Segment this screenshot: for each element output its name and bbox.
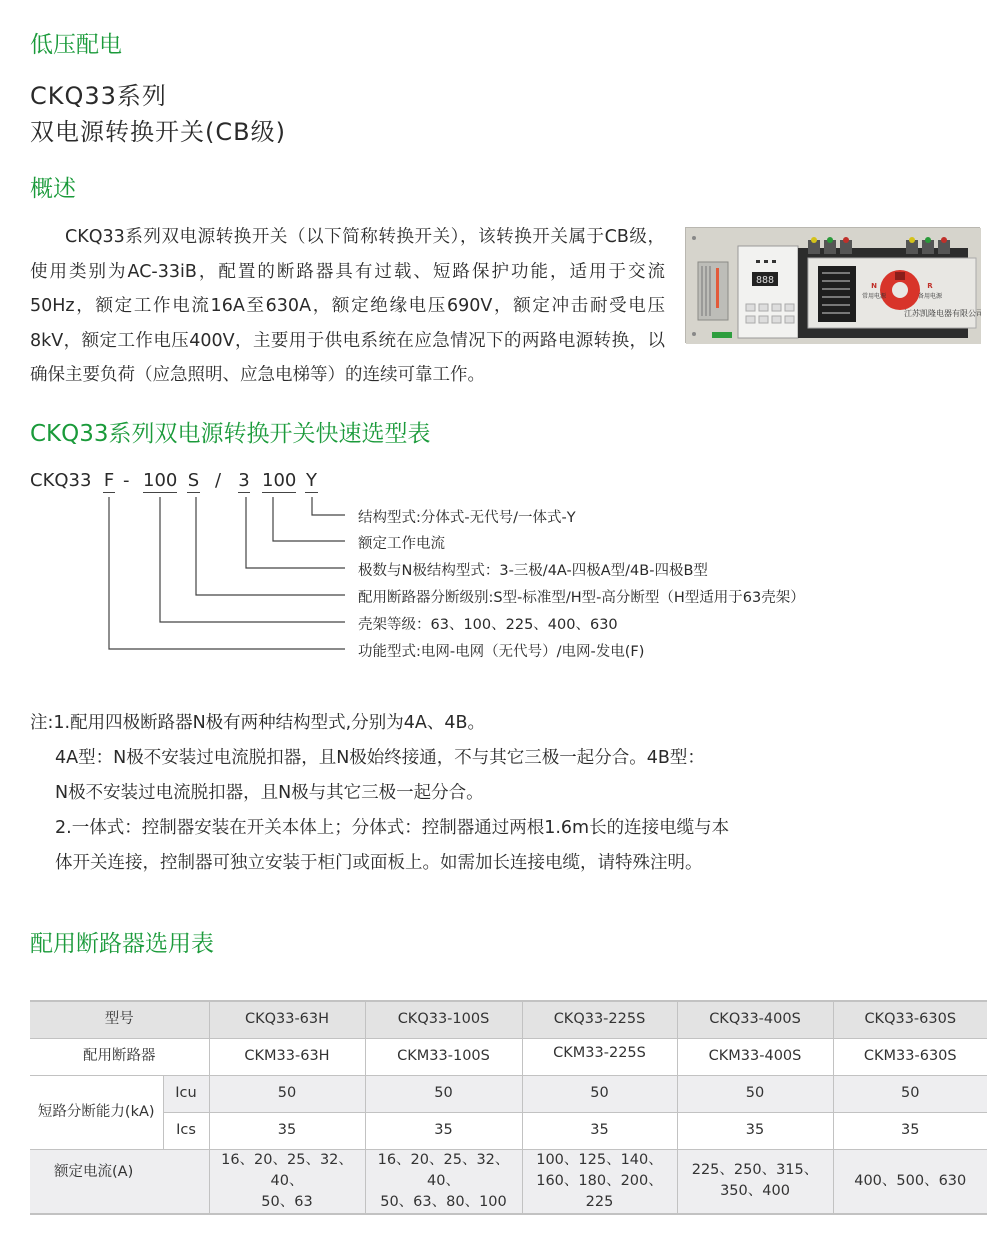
cell-icu: 50 <box>209 1075 365 1112</box>
code-poles: 3 <box>238 470 250 491</box>
note-line-2: 4A型：N极不安装过电流脱扣器，且N极始终接通，不与其它三极一起分合。4B型： <box>55 748 705 768</box>
legend-breaking: 配用断路器分断级别:S型-标准型/H型-高分断型（H型适用于63壳架） <box>358 590 805 606</box>
notes <box>30 706 729 881</box>
svg-text:备用电源: 备用电源 <box>917 293 943 300</box>
svg-text:R: R <box>927 282 933 290</box>
table-row-rated-current <box>30 1149 987 1214</box>
cell-icu: 50 <box>365 1075 522 1112</box>
note-line-1: 注:1.配用四极断路器N极有两种结构型式,分别为4A、4B。 <box>30 713 485 733</box>
svg-text:888: 888 <box>755 275 775 286</box>
product-series: CKQ33系列 <box>30 82 167 110</box>
current-line-2: 160、180、200、225 <box>536 1172 663 1210</box>
code-frame: 100 <box>143 470 178 491</box>
cell-breaker: CKM33-63H <box>209 1038 365 1075</box>
svg-text:N: N <box>871 282 877 290</box>
table-row-model <box>30 1001 987 1038</box>
cell-model: CKQ33-100S <box>365 1001 522 1038</box>
code-dash: - <box>123 470 130 491</box>
legend-rated-current: 额定工作电流 <box>358 536 445 552</box>
row-label-ics: Ics <box>163 1112 209 1149</box>
svg-text:江苏凯隆电器有限公司: 江苏凯隆电器有限公司 <box>904 309 981 318</box>
cell-breaker: CKM33-225S <box>522 1038 677 1075</box>
code-function: F <box>103 470 115 491</box>
row-label-breaker: 配用断路器 <box>30 1038 209 1075</box>
cell-ics: 35 <box>677 1112 833 1149</box>
cell-icu: 50 <box>677 1075 833 1112</box>
current-line-1: 225、250、315、 <box>691 1162 819 1178</box>
cell-icu: 50 <box>522 1075 677 1112</box>
legend-structure: 结构型式:分体式-无代号/一体式-Y <box>358 510 576 526</box>
code-slash: / <box>215 470 222 491</box>
table-row-ics <box>30 1112 987 1149</box>
category-heading: 低压配电 <box>30 32 122 58</box>
cell-ics: 35 <box>522 1112 677 1149</box>
current-line-1: 16、20、25、32、40、 <box>221 1151 353 1189</box>
legend-frame: 壳架等级：63、100、225、400、630 <box>358 617 618 633</box>
cell-ics: 35 <box>833 1112 987 1149</box>
table-row-icu <box>30 1075 987 1112</box>
row-label-icu: Icu <box>163 1075 209 1112</box>
current-line-1: 16、20、25、32、40、 <box>377 1151 510 1189</box>
svg-text:常用电源: 常用电源 <box>861 293 887 300</box>
breaker-table-heading: 配用断路器选用表 <box>30 931 214 957</box>
product-name: 双电源转换开关(CB级) <box>30 118 286 146</box>
current-line-1: 400、500、630 <box>854 1172 967 1189</box>
cell-ics: 35 <box>365 1112 522 1149</box>
cell-ics: 35 <box>209 1112 365 1149</box>
note-line-5: 体开关连接，控制器可独立安装于柜门或面板上。如需加长连接电缆，请特殊注明。 <box>55 853 703 873</box>
row-label-short-circuit: 短路分断能力(kA) <box>30 1075 163 1149</box>
current-line-2: 50、63、80、100 <box>380 1193 507 1210</box>
overview-text: CKQ33系列双电源转换开关（以下简称转换开关），该转换开关属于CB级，使用类别为AC-33iB，配置的断路器具有过载、短路保护功能，适用于交流50Hz，额定工作电流16A至630A，额定绝缘电压690V，额定冲击耐受电压8kV，额定工作电压400V，主要用于供电系统在应急情况下的两路电源转换，以确保主要负荷（应急照明、应急电梯等）的连续可靠工作。 <box>30 227 665 385</box>
cell-rated-current <box>209 1149 365 1214</box>
quick-select-heading: CKQ33系列双电源转换开关快速选型表 <box>30 421 431 447</box>
cell-breaker: CKM33-100S <box>365 1038 522 1075</box>
overview-heading: 概述 <box>30 176 76 202</box>
cell-rated-current <box>677 1149 833 1214</box>
cell-breaker: CKM33-630S <box>833 1038 987 1075</box>
cell-model: CKQ33-225S <box>522 1001 677 1038</box>
cell-icu: 50 <box>833 1075 987 1112</box>
row-label-rated-current: 额定电流(A) <box>30 1149 209 1214</box>
code-structure: Y <box>306 470 317 491</box>
cell-rated-current <box>522 1149 677 1214</box>
cell-model: CKQ33-63H <box>209 1001 365 1038</box>
note-line-4: 2.一体式：控制器安装在开关本体上；分体式：控制器通过两根1.6m长的连接电缆与本 <box>55 818 730 838</box>
legend-poles: 极数与N极结构型式：3-三极/4A-四极A型/4B-四极B型 <box>358 563 708 579</box>
code-current: 100 <box>262 470 297 491</box>
cell-model: CKQ33-400S <box>677 1001 833 1038</box>
cell-model: CKQ33-630S <box>833 1001 987 1038</box>
cell-rated-current <box>365 1149 522 1214</box>
table-row-breaker <box>30 1038 987 1075</box>
code-breaking: S <box>187 470 200 491</box>
current-line-2: 350、400 <box>720 1183 790 1199</box>
note-line-3: N极不安装过电流脱扣器，且N极与其它三极一起分合。 <box>55 783 484 803</box>
current-line-1: 100、125、140、 <box>536 1151 663 1168</box>
breaker-selection-table <box>30 1000 987 1215</box>
legend-function: 功能型式:电网-电网（无代号）/电网-发电(F) <box>358 644 645 660</box>
code-prefix: CKQ33 <box>30 470 92 491</box>
cell-rated-current <box>833 1149 987 1214</box>
cell-breaker: CKM33-400S <box>677 1038 833 1075</box>
current-line-2: 50、63 <box>261 1193 313 1210</box>
row-label-model: 型号 <box>30 1001 209 1038</box>
